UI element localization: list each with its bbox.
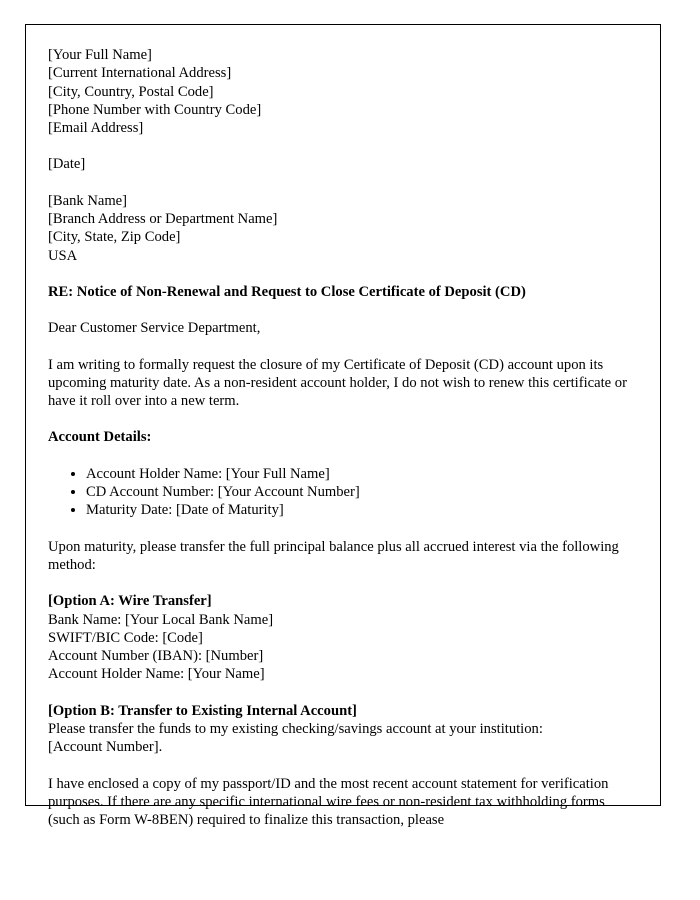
- spacer: [48, 410, 636, 428]
- letter-body: [48, 46, 636, 830]
- spacer: [48, 520, 636, 538]
- sender-address-line: [Current International Address]: [48, 65, 232, 82]
- intro-paragraph: I am writing to formally request the closure of my Certificate of Deposit (CD) account upon its upcoming maturity date. As a non-resident account holder, I do not wish to renew this certificate or have it roll over into a new term.: [48, 356, 627, 410]
- option-b-line: [Account Number].: [48, 739, 163, 756]
- option-a-line: SWIFT/BIC Code: [Code]: [48, 629, 203, 646]
- transfer-intro-paragraph: Upon maturity, please transfer the full principal balance plus all accrued interest via the following method:: [48, 538, 619, 573]
- option-a-line: Account Holder Name: [Your Name]: [48, 666, 265, 683]
- option-b-heading: [Option B: Transfer to Existing Internal Account]: [48, 702, 357, 719]
- option-a-line: Account Number (IBAN): [Number]: [48, 648, 264, 665]
- sender-address-line: [Your Full Name]: [48, 47, 152, 63]
- option-a-heading: [Option A: Wire Transfer]: [48, 593, 212, 610]
- sender-address-line: [Phone Number with Country Code]: [48, 101, 262, 118]
- spacer: [48, 574, 636, 592]
- salutation: Dear Customer Service Department,: [48, 320, 261, 337]
- account-details-heading: Account Details:: [48, 429, 152, 446]
- list-item: • CD Account Number: [Your Account Number]: [86, 483, 636, 501]
- option-a-line: Bank Name: [Your Local Bank Name]: [48, 611, 274, 628]
- option-b-line: Please transfer the funds to my existing checking/savings account at your institution:: [48, 721, 543, 738]
- recipient-address-line: [Branch Address or Department Name]: [48, 211, 278, 228]
- date-line: [Date]: [48, 156, 86, 173]
- sender-address-line: [Email Address]: [48, 120, 144, 137]
- spacer: [48, 265, 636, 283]
- recipient-address-line: [City, State, Zip Code]: [48, 229, 181, 246]
- spacer: [48, 447, 636, 465]
- subject-line: RE: Notice of Non-Renewal and Request to Close Certificate of Deposit (CD): [48, 283, 526, 300]
- sender-address-line: [City, Country, Postal Code]: [48, 83, 214, 100]
- list-item: • Maturity Date: [Date of Maturity]: [86, 501, 636, 519]
- spacer: [48, 137, 636, 155]
- list-item: • Account Holder Name: [Your Full Name]: [86, 465, 636, 483]
- account-details-list: [48, 465, 636, 520]
- closing-paragraph: I have enclosed a copy of my passport/ID and the most recent account statement for verification purposes. If there are any specific international wire fees or non-resident tax withholding forms (such as Form W-8BEN) required to finalize this transaction, please: [48, 775, 609, 829]
- spacer: [48, 757, 636, 775]
- spacer: [48, 338, 636, 356]
- recipient-address-line: [Bank Name]: [48, 192, 128, 209]
- spacer: [48, 684, 636, 702]
- recipient-address-block: [48, 192, 636, 265]
- recipient-address-line: USA: [48, 247, 78, 264]
- spacer: [48, 301, 636, 319]
- sender-address-block: [48, 46, 636, 137]
- spacer: [48, 174, 636, 192]
